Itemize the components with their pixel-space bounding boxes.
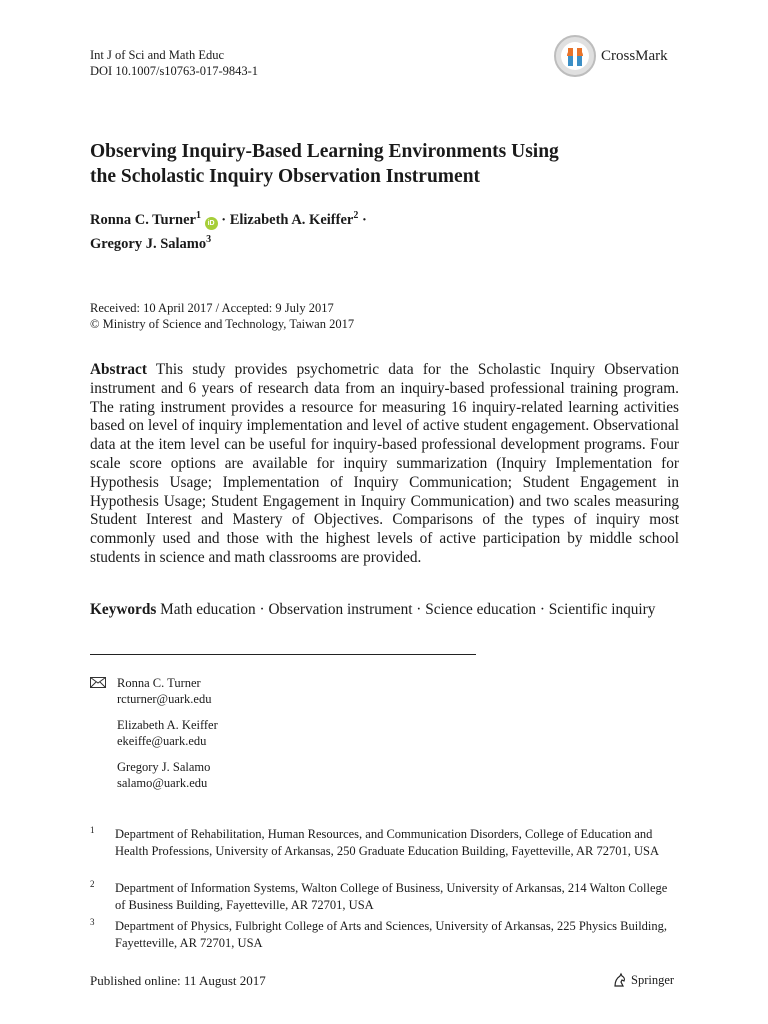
contact-item — [117, 759, 218, 791]
author-list — [90, 206, 690, 254]
contact-email[interactable]: rcturner@uark.edu — [117, 692, 212, 706]
affiliation-text: Department of Rehabilitation, Human Resources, and Communication Disorders, College of Education and Health Professions, University of Arkansas, 250 Graduate Education Building, Fayetteville, AR 72701, USA — [115, 827, 660, 858]
crossmark-badge[interactable] — [553, 34, 668, 78]
author-separator: · — [221, 211, 227, 228]
author-affil-sup: 1 — [195, 210, 201, 221]
author-separator: · — [361, 211, 367, 228]
affiliation-text: Department of Information Systems, Walton College of Business, University of Arkansas, 214 Walton College of Business Building, Fayetteville, AR 72701, USA — [115, 881, 668, 912]
affiliation-item — [90, 918, 680, 951]
envelope-icon — [90, 677, 106, 688]
publisher-name: Springer — [631, 972, 675, 987]
contact-list — [90, 675, 218, 801]
journal-header — [90, 47, 258, 79]
orcid-icon[interactable]: iD — [205, 217, 218, 230]
keywords-text: Math education · Observation instrument · Science education · Scientific inquiry — [160, 601, 656, 618]
journal-name: Int J of Sci and Math Educ — [90, 48, 225, 62]
crossmark-icon — [553, 34, 597, 78]
keywords-label: Keywords — [90, 601, 157, 618]
contact-email[interactable]: salamo@uark.edu — [117, 776, 208, 790]
keywords — [90, 600, 679, 619]
published-date: Published online: 11 August 2017 — [90, 973, 266, 988]
contact-item — [117, 717, 218, 749]
author-name: Ronna C. Turner — [90, 211, 196, 228]
author-name: Gregory J. Salamo — [90, 235, 207, 252]
copyright: © Ministry of Science and Technology, Taiwan 2017 — [90, 317, 355, 331]
dates-block — [90, 300, 354, 332]
author-name: Elizabeth A. Keiffer — [229, 211, 354, 228]
abstract — [90, 361, 679, 568]
abstract-text: This study provides psychometric data for the Scholastic Inquiry Observation instrument and 6 years of research data from an inquiry-based professional training program. The rating instrument provides a resource for measuring 16 inquiry-related learning activities based on level of inquiry implementation and level of active student engagement. Observational data at the item level can be useful for inquiry-based professional development programs. Four scale score options are available for inquiry summarization (Inquiry Implementation for Hypothesis Usage; Implementation of Inquiry Communication; Student Engagement in Hypothesis Usage; Student Engagement in Inquiry Communication) and two scales measuring Student Interest and Mastery of Objectives. Comparisons of the types of inquiry most commonly used and those with the highest levels of active participation by middle school students in science and math classrooms are provided. — [90, 361, 679, 566]
contact-email[interactable]: ekeiffe@uark.edu — [117, 734, 207, 748]
contact-name: Ronna C. Turner — [117, 676, 201, 690]
crossmark-label: CrossMark — [601, 47, 668, 64]
affiliation-item — [90, 826, 680, 859]
received-accepted: Received: 10 April 2017 / Accepted: 9 July 2017 — [90, 301, 334, 315]
contact-item — [117, 675, 218, 707]
paper-title — [90, 139, 690, 189]
doi: DOI 10.1007/s10763-017-9843-1 — [90, 64, 259, 78]
title-line-2: the Scholastic Inquiry Observation Instrument — [90, 166, 481, 187]
publisher-logo — [612, 972, 674, 988]
affiliation-text: Department of Physics, Fulbright College of Arts and Sciences, University of Arkansas, 225 Physics Building, Fayetteville, AR 72701, USA — [115, 919, 668, 950]
contact-name: Gregory J. Salamo — [117, 760, 211, 774]
affiliation-number: 2 — [90, 879, 95, 889]
author-affil-sup: 3 — [206, 233, 212, 245]
affiliation-item — [90, 880, 680, 913]
springer-horse-icon — [612, 972, 628, 988]
affiliation-number: 3 — [90, 917, 95, 927]
contact-name: Elizabeth A. Keiffer — [117, 718, 218, 732]
abstract-label: Abstract — [90, 361, 147, 378]
author-affil-sup: 2 — [353, 210, 359, 221]
affiliation-number: 1 — [90, 825, 95, 835]
title-line-1: Observing Inquiry-Based Learning Environments Using — [90, 141, 559, 162]
footnote-divider — [90, 654, 476, 655]
